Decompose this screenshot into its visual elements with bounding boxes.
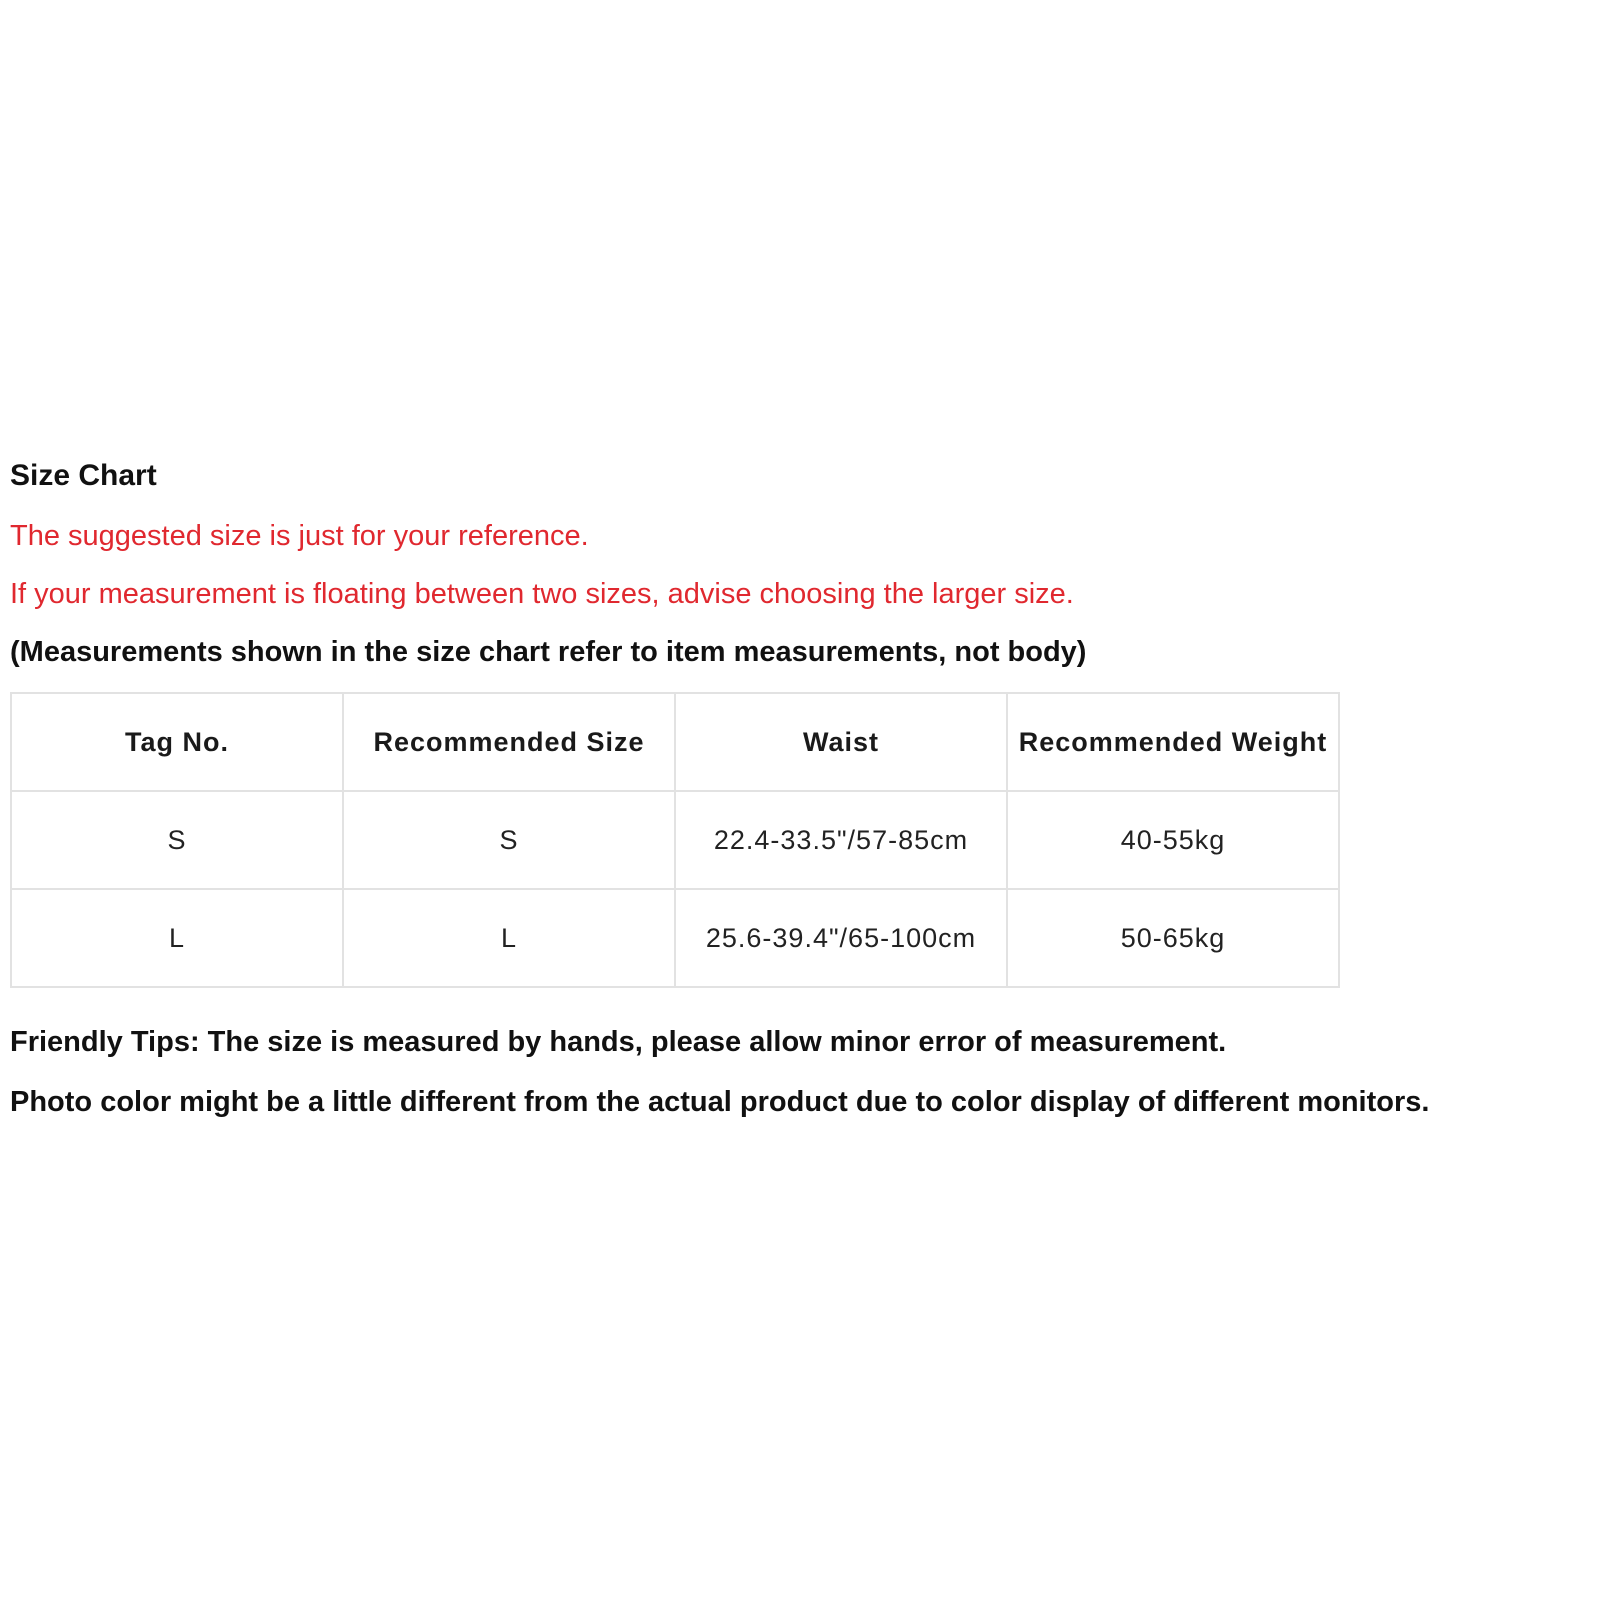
page-title: Size Chart [10,459,157,492]
cell-tag-no: S [11,791,343,889]
header-tag-no: Tag No. [11,693,343,791]
size-table [10,692,1340,988]
header-recommended-size: Recommended Size [343,693,675,791]
cell-waist: 22.4-33.5"/57-85cm [675,791,1007,889]
cell-recommended-size: S [343,791,675,889]
item-measurement-note: (Measurements shown in the size chart refer to item measurements, not body) [10,636,1087,668]
cell-tag-no: L [11,889,343,987]
cell-waist: 25.6-39.4"/65-100cm [675,889,1007,987]
photo-color-tip: Photo color might be a little different from the actual product due to color display of different monitors. [10,1086,1430,1118]
cell-recommended-size: L [343,889,675,987]
floating-size-note: If your measurement is floating between two sizes, advise choosing the larger size. [10,578,1074,610]
table-row [11,791,1339,889]
size-chart-section [10,456,1595,1142]
friendly-tip: Friendly Tips: The size is measured by hands, please allow minor error of measurement. [10,1026,1227,1058]
header-waist: Waist [675,693,1007,791]
cell-recommended-weight: 40-55kg [1007,791,1339,889]
table-header-row [11,693,1339,791]
reference-note: The suggested size is just for your reference. [10,520,589,552]
tips-section [10,1022,1595,1122]
table-row [11,889,1339,987]
cell-recommended-weight: 50-65kg [1007,889,1339,987]
header-recommended-weight: Recommended Weight [1007,693,1339,791]
